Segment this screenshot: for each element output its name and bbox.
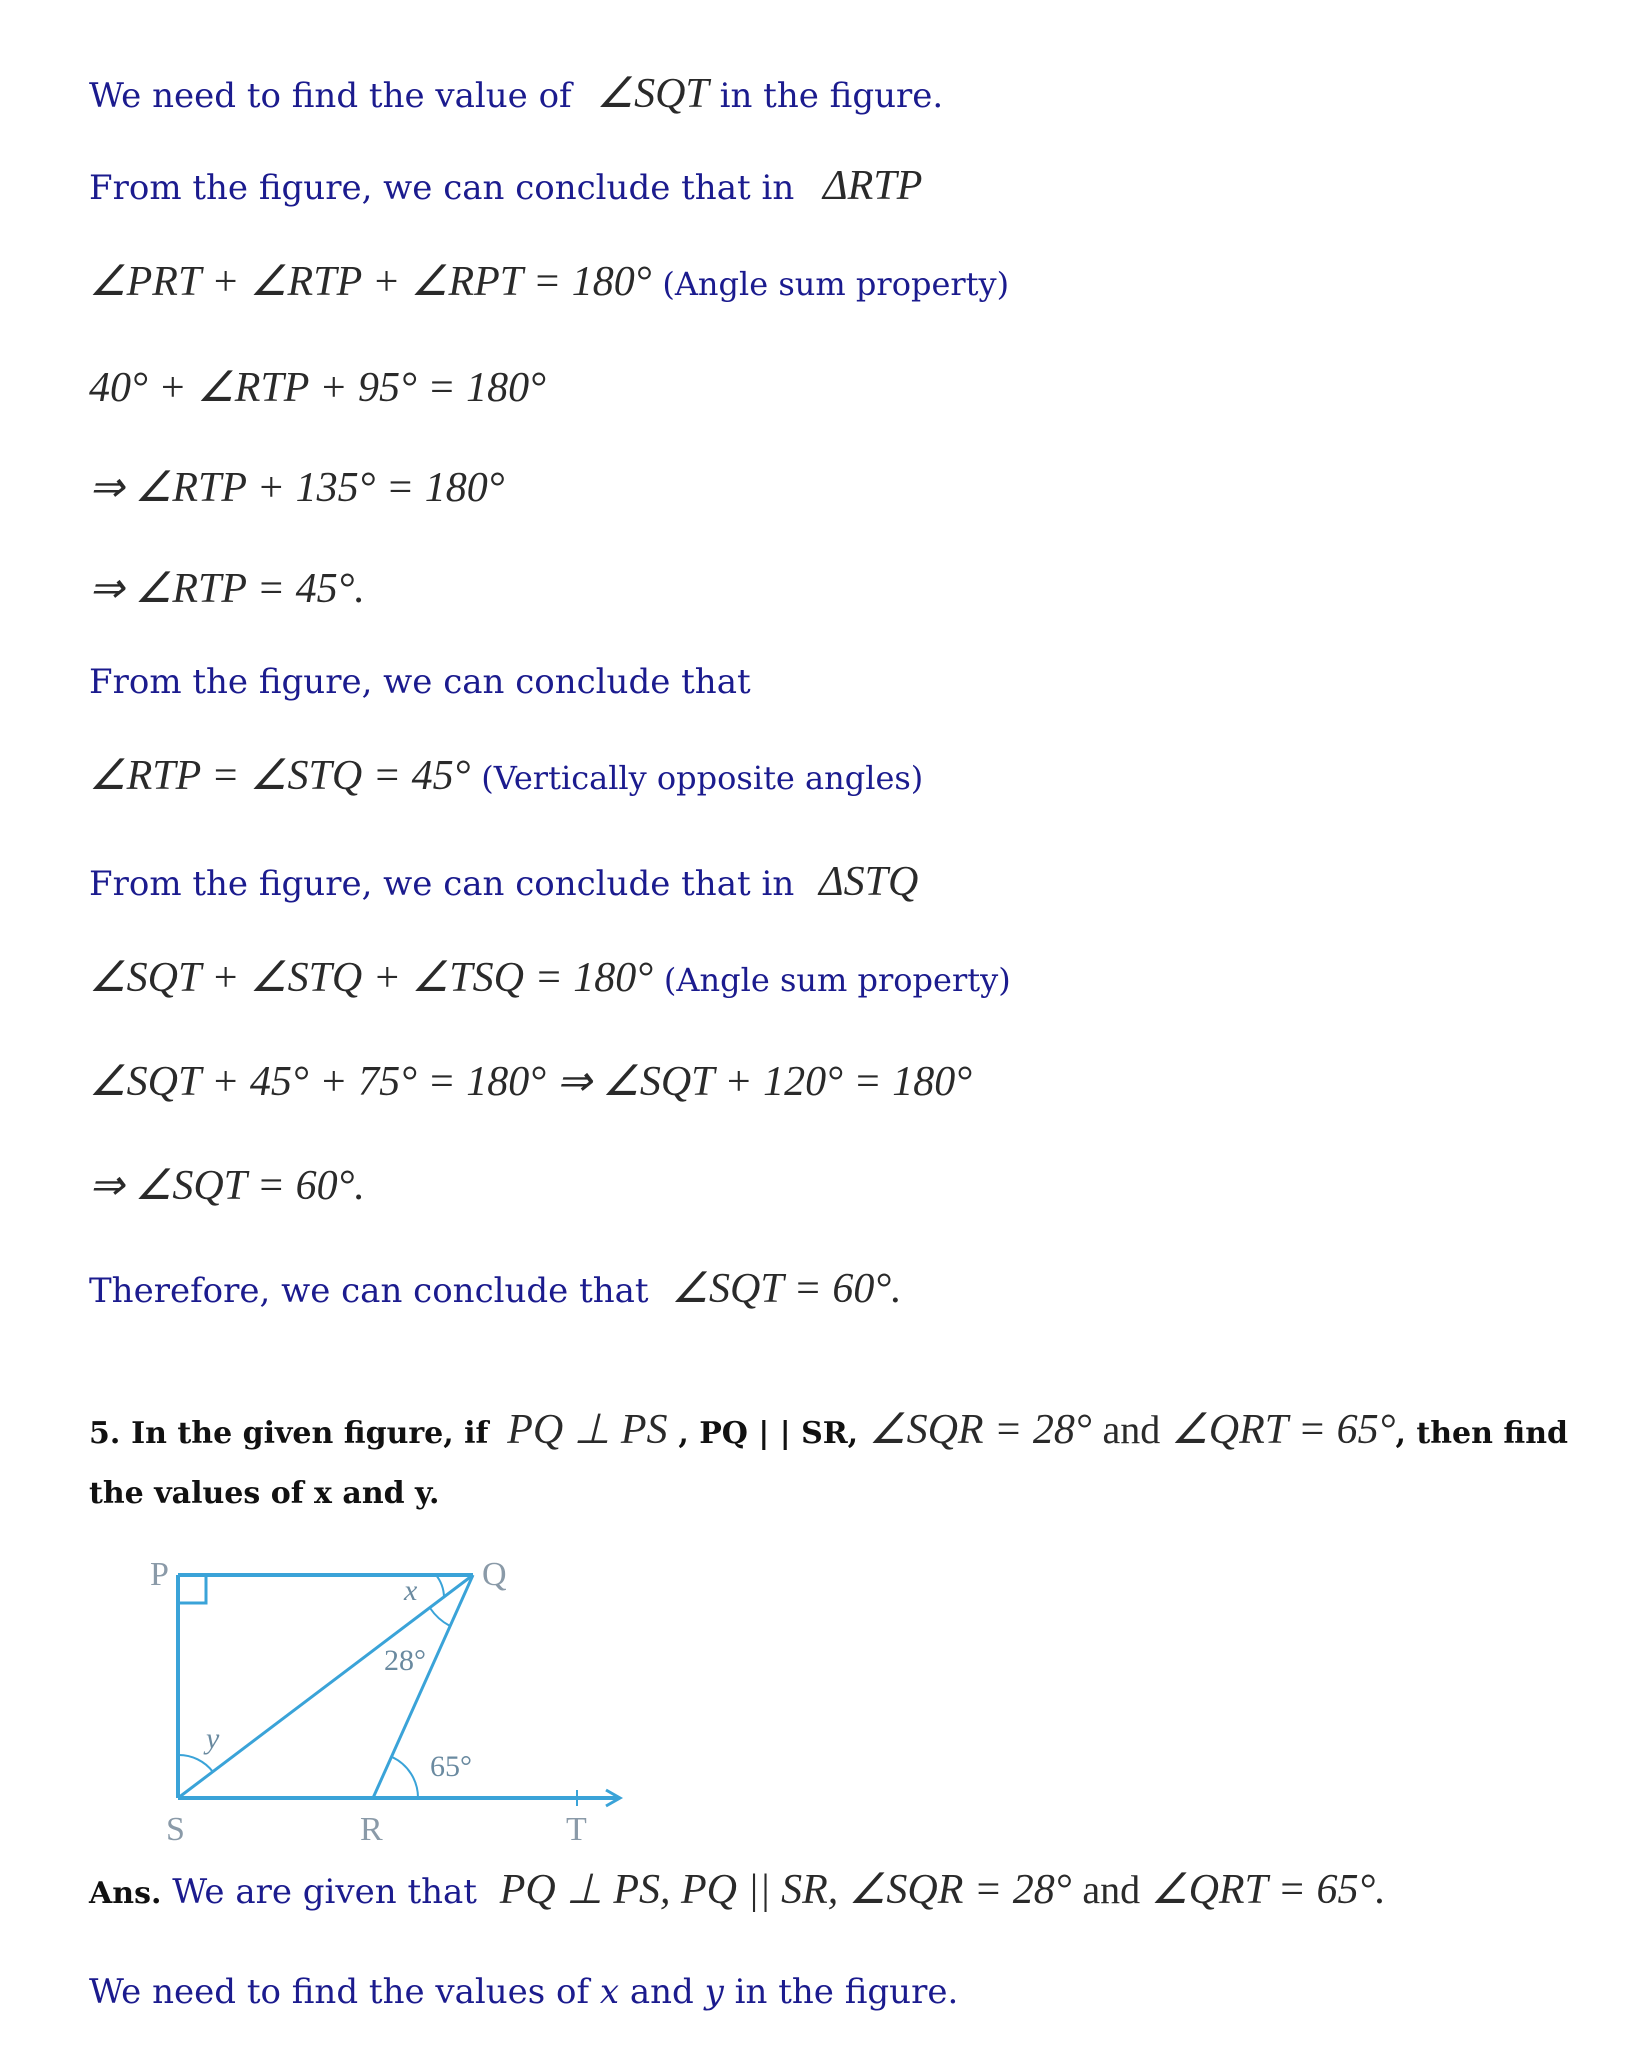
arc-28 bbox=[430, 1608, 450, 1626]
segment-sq bbox=[178, 1575, 473, 1798]
label-r: R bbox=[360, 1811, 383, 1848]
question-text: and bbox=[1102, 1407, 1161, 1452]
math-expression: ∠RTP = ∠STQ = 45° bbox=[89, 753, 471, 799]
math-expression: ∠QRT = 65°. bbox=[1150, 1867, 1386, 1913]
question-text: , then find bbox=[1395, 1416, 1568, 1451]
math-expression: PQ ⊥ PS, PQ || SR, ∠SQR = 28° bbox=[499, 1867, 1072, 1913]
math-expression: ∠SQR = 28° bbox=[868, 1407, 1092, 1453]
line-text: Therefore, we can conclude that bbox=[89, 1271, 649, 1311]
text-line-triangle-stq bbox=[89, 858, 918, 906]
equation-substitute bbox=[89, 362, 546, 412]
question-text: , PQ | | SR, bbox=[678, 1416, 859, 1451]
math-expression: ∠SQT + 45° + 75° = 180° ⇒ ∠SQT + 120° = 180° bbox=[89, 1059, 973, 1105]
math-expression: 40° + ∠RTP + 95° = 180° bbox=[89, 365, 546, 411]
answer-line bbox=[89, 1864, 1386, 1914]
label-s: S bbox=[166, 1811, 185, 1848]
line-text: and bbox=[629, 1972, 694, 2012]
math-expression: ⇒ ∠RTP + 135° = 180° bbox=[89, 465, 505, 511]
math-expression: ⇒ ∠RTP = 45°. bbox=[89, 566, 365, 612]
line-text: We need to find the value of bbox=[89, 76, 572, 116]
arc-y bbox=[178, 1755, 213, 1772]
text-line-find-sqt bbox=[89, 68, 943, 118]
line-text: in the figure. bbox=[734, 1972, 959, 2012]
equation-angle-sum-rtp bbox=[89, 256, 1009, 306]
math-expression: ΔSTQ bbox=[819, 859, 919, 905]
equation-note: (Angle sum property) bbox=[663, 961, 1011, 999]
question-number: 5. bbox=[89, 1416, 121, 1451]
label-angle-28: 28° bbox=[384, 1644, 426, 1677]
line-text: in the figure. bbox=[719, 76, 944, 116]
question-5-line-2 bbox=[89, 1472, 440, 1512]
question-text: In the given figure, if bbox=[131, 1416, 489, 1451]
text-line-conclude bbox=[89, 662, 751, 702]
label-t: T bbox=[566, 1811, 587, 1848]
arc-65 bbox=[392, 1757, 418, 1798]
arc-x bbox=[436, 1575, 444, 1597]
math-expression: ∠QRT = 65° bbox=[1171, 1407, 1396, 1453]
text-line-therefore bbox=[89, 1263, 902, 1313]
geometry-figure bbox=[130, 1550, 650, 1860]
label-y: y bbox=[206, 1722, 220, 1755]
answer-text: and bbox=[1082, 1867, 1141, 1912]
text-line-triangle-rtp bbox=[89, 162, 922, 210]
equation-vertically-opposite bbox=[89, 750, 923, 800]
variable-y: y bbox=[704, 1972, 724, 2012]
label-q: Q bbox=[482, 1556, 507, 1593]
equation-angle-sum-stq bbox=[89, 952, 1011, 1002]
math-expression: ∠SQT = 60°. bbox=[671, 1266, 902, 1312]
equation-rtp-result bbox=[89, 563, 365, 613]
right-angle-marker bbox=[178, 1575, 206, 1603]
answer-label: Ans. bbox=[89, 1876, 162, 1911]
question-text: the values of x and y. bbox=[89, 1476, 440, 1511]
math-expression: PQ ⊥ PS bbox=[507, 1407, 668, 1453]
math-expression: ∠PRT + ∠RTP + ∠RPT = 180° bbox=[89, 259, 652, 305]
line-text: We need to find the values of bbox=[89, 1972, 590, 2012]
text-line-find-xy bbox=[89, 1972, 958, 2012]
equation-note: (Angle sum property) bbox=[662, 265, 1010, 303]
line-text: From the figure, we can conclude that in bbox=[89, 864, 795, 904]
equation-simplify bbox=[89, 462, 505, 512]
line-text: From the figure, we can conclude that bbox=[89, 662, 751, 702]
question-5-line-1 bbox=[89, 1404, 1568, 1454]
math-expression: ⇒ ∠SQT = 60°. bbox=[89, 1163, 365, 1209]
math-expression: ∠SQT + ∠STQ + ∠TSQ = 180° bbox=[89, 955, 654, 1001]
label-angle-65: 65° bbox=[430, 1750, 472, 1783]
equation-sqt-result bbox=[89, 1160, 365, 1210]
equation-note: (Vertically opposite angles) bbox=[481, 759, 924, 797]
math-expression: ∠SQT bbox=[596, 71, 709, 117]
label-x: x bbox=[404, 1574, 418, 1607]
equation-sqt-sum bbox=[89, 1056, 972, 1106]
math-expression: ΔRTP bbox=[823, 163, 923, 209]
label-p: P bbox=[150, 1556, 169, 1593]
line-text: From the figure, we can conclude that in bbox=[89, 168, 795, 208]
variable-x: x bbox=[599, 1972, 620, 2012]
answer-text: We are given that bbox=[172, 1872, 477, 1912]
